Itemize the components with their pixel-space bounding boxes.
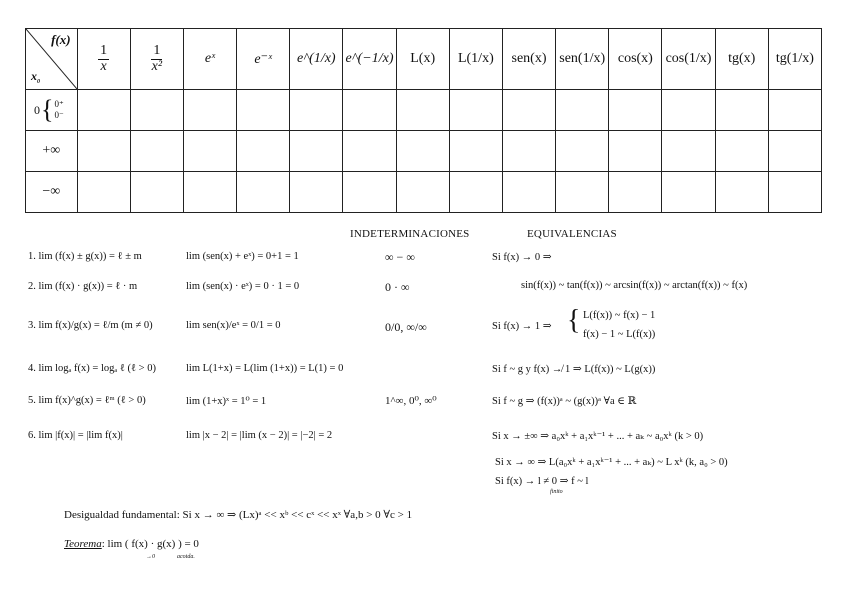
row-label-minus-infinity: −∞ [26,172,78,213]
table-cell [130,90,183,131]
table-cell [290,131,343,172]
equivalence-finite-limit: Si f(x) → l ≠ 0 ⇒ f ~ l [495,476,589,487]
col-header-5: e^(1/x) [290,29,343,90]
col-header-7: L(x) [396,29,449,90]
table-cell [449,172,502,213]
col-header-11: cos(x) [609,29,662,90]
table-cell [502,90,555,131]
equivalence-cond-1: Si f(x) → 0 ⇒ [492,252,552,263]
table-cell [77,172,130,213]
limit-rule-5: 5. lim f(x)^g(x) = ℓᵐ (ℓ > 0) [28,395,146,406]
limits-table [25,28,822,213]
table-corner-cell [26,29,78,90]
finite-annotation: finito [550,489,563,495]
row-label-zero-plus: 0⁺ [54,99,64,110]
limit-rule-2: 2. lim (f(x) · g(x)) = ℓ · m [28,281,138,292]
table-cell [768,131,821,172]
table-cell [715,90,768,131]
col-header-10: sen(1/x) [556,29,609,90]
table-cell [237,90,290,131]
limit-example-1: lim (sen(x) + eˣ) = 0+1 = 1 [186,251,299,262]
brace-symbol: { [567,305,581,336]
indetermination-quotients: 0/0, ∞/∞ [385,320,427,334]
table-cell [290,90,343,131]
table-cell [609,172,662,213]
col-header-2: $\frac{1}{\text{x²}}$ [130,29,183,90]
limit-rule-1: 1. lim (f(x) ± g(x)) = ℓ ± m [28,251,142,262]
table-row-minus-infinity [26,172,822,213]
equivalence-log-compose: Si f ~ g y f(x) ↛ 1 ⇒ L(f(x)) ~ L(g(x)) [492,364,656,375]
col-header-6: e^(−1/x) [343,29,396,90]
table-cell [662,90,715,131]
equivalence-power: Si f ~ g ⇒ (f(x))ᵃ ~ (g(x))ᵃ ∀a ∈ ℝ [492,396,637,407]
corner-fx-label: f(x) [51,32,71,47]
table-header-row [26,29,822,90]
corner-x0-label: $x_0$ [31,69,40,85]
col-header-13: tg(x) [715,29,768,90]
col-header-12: cos(1/x) [662,29,715,90]
table-cell [183,172,236,213]
table-cell [556,172,609,213]
table-cell [343,172,396,213]
col-header-14: tg(1/x) [768,29,821,90]
table-cell [556,90,609,131]
theorem-label: Teorema [64,538,102,550]
col-header-3: eˣ [183,29,236,90]
equivalence-log-2: f(x) − 1 ~ L(f(x)) [583,329,656,340]
equivalence-trig: sin(f(x)) ~ tan(f(x)) ~ arcsin(f(x)) ~ arctan(f(x)) ~ f(x) [521,280,748,291]
limit-rule-6: 6. lim |f(x)| = |lim f(x)| [28,430,123,441]
limit-rule-3: 3. lim f(x)/g(x) = ℓ/m (m ≠ 0) [28,320,153,331]
table-cell [662,131,715,172]
table-cell [715,131,768,172]
limit-example-6: lim |x − 2| = |lim (x − 2)| = |−2| = 2 [186,430,333,441]
theorem [64,538,199,550]
table-cell [768,90,821,131]
indetermination-inf-minus-inf: ∞ − ∞ [385,250,415,264]
theorem-under-g: acotda. [177,554,195,560]
table-cell [183,131,236,172]
table-cell [77,90,130,131]
heading-indeterminaciones: INDETERMINACIONES [350,228,470,240]
table-cell [130,131,183,172]
table-cell [290,172,343,213]
limit-rule-4: 4. lim logₐ f(x) = logₐ ℓ (ℓ > 0) [28,363,156,374]
col-header-9: sen(x) [502,29,555,90]
indetermination-powers: 1^∞, 0⁰, ∞⁰ [385,395,437,407]
table-cell [715,172,768,213]
table-cell [343,90,396,131]
table-cell [609,131,662,172]
table-cell [396,90,449,131]
table-cell [237,131,290,172]
heading-equivalencias: EQUIVALENCIAS [527,228,617,240]
table-cell [502,131,555,172]
col-header-4: e⁻ˣ [237,29,290,90]
table-cell [662,172,715,213]
limit-example-5: lim (1+x)ˣ = 1⁰ = 1 [186,396,267,407]
equivalence-polynomial: Si x → ±∞ ⇒ a₀xᵏ + a₁xᵏ⁻¹ + ... + aₖ ~ a₀xᵏ (k > 0) [492,431,704,442]
table-cell [343,131,396,172]
row-label-zero: 0 { 0⁺ 0⁻ [26,90,78,131]
col-header-8: L(1/x) [449,29,502,90]
table-cell [449,131,502,172]
table-cell [556,131,609,172]
limit-example-4: lim L(1+x) = L(lim (1+x)) = L(1) = 0 [186,363,344,374]
col-header-1: $\frac{1}{x}$ [77,29,130,90]
theorem-body: : lim ( f(x) · g(x) ) = 0 [101,538,199,550]
table-cell [130,172,183,213]
table-cell [396,172,449,213]
equivalence-log-1: L(f(x)) ~ f(x) − 1 [583,310,656,321]
table-row-plus-infinity [26,131,822,172]
row-label-zero-minus: 0⁻ [54,110,64,120]
table-cell [183,90,236,131]
equivalence-log-polynomial: Si x → ∞ ⇒ L(a₀xᵏ + a₁xᵏ⁻¹ + ... + aₖ) ~ L xᵏ (k, a₀ > 0) [495,457,728,468]
table-row-zero [26,90,822,131]
table-cell [396,131,449,172]
table-cell [768,172,821,213]
theorem-under-f: →0 [146,554,155,560]
table-cell [237,172,290,213]
equivalence-cond-2: Si f(x) → 1 ⇒ [492,321,552,332]
indetermination-zero-times-inf: 0 · ∞ [385,280,410,294]
limit-example-3: lim sen(x)/eˣ = 0/1 = 0 [186,320,281,331]
row-label-plus-infinity: +∞ [26,131,78,172]
table-cell [449,90,502,131]
table-cell [77,131,130,172]
limit-example-2: lim (sen(x) · eˣ) = 0 · 1 = 0 [186,281,300,292]
table-cell [502,172,555,213]
fundamental-inequality: Desigualdad fundamental: Si x → ∞ ⇒ (Lx)ᵃ << xᵇ << cˣ << xˣ ∀a,b > 0 ∀c > 1 [64,509,413,521]
table-cell [609,90,662,131]
